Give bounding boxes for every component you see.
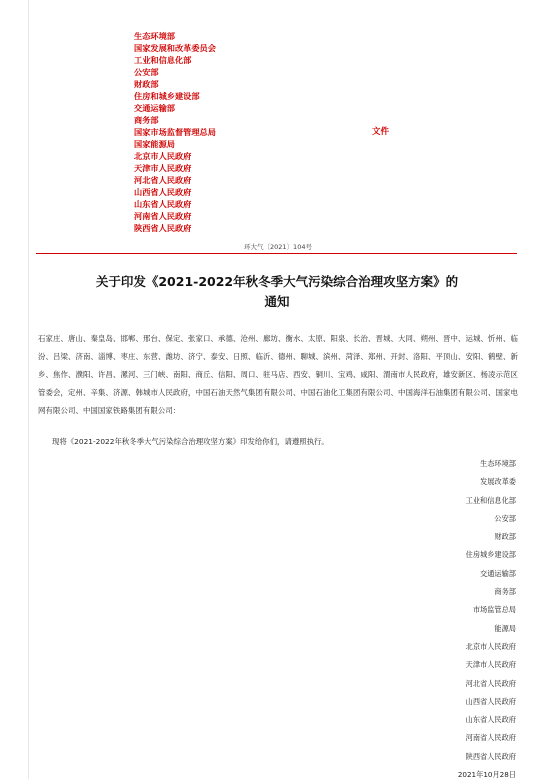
signer-item: 能源局 <box>494 623 516 633</box>
signer-item: 山西省人民政府 <box>465 696 516 706</box>
issuer-item: 国家能源局 <box>134 139 175 149</box>
signer-item: 交通运输部 <box>480 568 516 578</box>
notice-title <box>40 272 514 312</box>
issuer-item: 天津市人民政府 <box>134 163 192 173</box>
recipient-list: 石家庄、唐山、秦皇岛、邯郸、邢台、保定、张家口、承德、沧州、廊坊、衡水、太原、阳泉、长治、晋城、大同、朔州、晋中、运城、忻州、临汾、吕梁、济南、淄博、枣庄、东营、潍坊、济宁、泰安、日照、临沂、德州、聊城、滨州、菏泽、郑州、开封、洛阳、平顶山、安阳、鹤壁、新乡、焦作、濮阳、许昌、漯河、三门峡、南阳、商丘、信阳、周口、驻马店、西安、铜川、宝鸡、咸阳、渭南市人民政府，雄安新区、杨凌示范区管委会，定州、辛集、济源、韩城市人民政府，中国石油天然气集团有限公司、中国石油化工集团有限公司、中国海洋石油集团有限公司、国家电网有限公司、中国国家铁路集团有限公司： <box>38 334 518 415</box>
issuer-item: 河北省人民政府 <box>134 175 192 185</box>
signer-item: 发展改革委 <box>480 477 516 487</box>
signer-list <box>458 455 516 784</box>
title-line-2: 通知 <box>264 294 290 309</box>
issuer-list <box>134 30 216 234</box>
signer-item: 公安部 <box>494 513 516 523</box>
issuer-item: 国家发展和改革委员会 <box>134 43 216 53</box>
doc-type-label: 文件 <box>372 127 390 137</box>
issuer-item: 陕西省人民政府 <box>134 223 192 233</box>
document-number: 环大气〔2021〕104号 <box>244 243 312 251</box>
notice-body: 现将《2021-2022年秋冬季大气污染综合治理攻坚方案》印发给你们，请遵照执行。 <box>52 437 329 446</box>
signer-item: 陕西省人民政府 <box>465 751 516 761</box>
issuer-item: 工业和信息化部 <box>134 55 192 65</box>
signer-item: 工业和信息化部 <box>465 495 516 505</box>
issuer-item: 商务部 <box>134 115 159 125</box>
red-divider <box>36 253 517 254</box>
signer-item: 山东省人民政府 <box>465 715 516 725</box>
signer-item: 商务部 <box>494 587 516 597</box>
signer-item: 天津市人民政府 <box>465 660 516 670</box>
issuer-item: 住房和城乡建设部 <box>134 91 200 101</box>
signer-item: 河北省人民政府 <box>465 678 516 688</box>
signer-item: 市场监管总局 <box>472 605 516 615</box>
issuer-item: 交通运输部 <box>134 103 175 113</box>
signer-item: 生态环境部 <box>480 459 516 468</box>
signing-date: 2021年10月28日 <box>457 770 516 780</box>
signer-item: 河南省人民政府 <box>465 733 516 743</box>
issuer-item: 山西省人民政府 <box>134 187 192 197</box>
issuer-item: 公安部 <box>134 67 159 77</box>
issuer-item: 国家市场监督管理总局 <box>134 127 216 137</box>
signer-item: 财政部 <box>494 532 516 542</box>
issuer-item: 山东省人民政府 <box>134 199 192 209</box>
issuer-item: 河南省人民政府 <box>134 211 192 221</box>
issuer-item: 生态环境部 <box>134 31 175 41</box>
title-line-1: 关于印发《2021-2022年秋冬季大气污染综合治理攻坚方案》的 <box>95 274 459 289</box>
signer-item: 北京市人民政府 <box>465 641 516 651</box>
signer-item: 住房城乡建设部 <box>465 550 516 560</box>
issuer-item: 北京市人民政府 <box>134 151 192 161</box>
issuer-item: 财政部 <box>134 79 159 89</box>
